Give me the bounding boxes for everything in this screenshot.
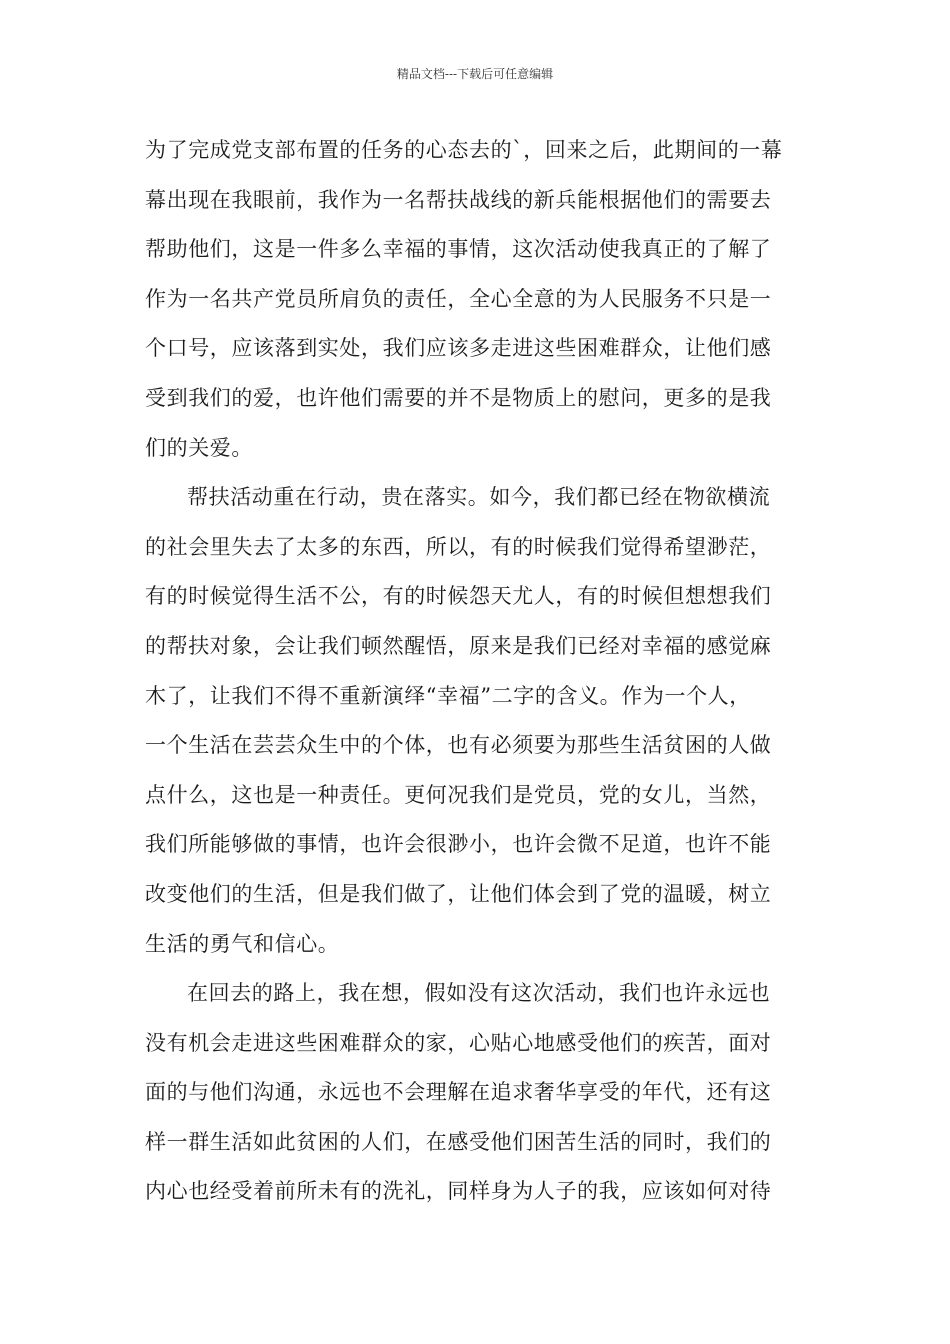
text-line: 帮扶活动重在行动，贵在落实。如今，我们都已经在物欲横流 xyxy=(187,485,771,510)
page-header: 精品文档---下载后可任意编辑 xyxy=(396,67,554,81)
text-line: 作为一名共产党员所肩负的责任，全心全意的为人民服务不只是一 xyxy=(145,286,772,311)
text-line: 的社会里失去了太多的东西，所以，有的时候我们觉得希望渺茫， xyxy=(145,534,772,559)
text-line: 有的时候觉得生活不公，有的时候怨天尤人，有的时候但想想我们 xyxy=(145,584,772,609)
paragraph-1 xyxy=(145,126,815,473)
text-line: 面的与他们沟通，永远也不会理解在追求奢华享受的年代，还有这 xyxy=(145,1080,772,1105)
text-line: 木了，让我们不得不重新演绎“幸福”二字的含义。作为一个人， xyxy=(145,683,751,708)
text-line: 帮助他们，这是一件多么幸福的事情，这次活动使我真正的了解了 xyxy=(145,237,772,262)
text-line: 样一群生活如此贫困的人们，在感受他们困苦生活的同时，我们的 xyxy=(145,1129,772,1154)
text-line: 们的关爱。 xyxy=(145,435,253,460)
text-line: 我们所能够做的事情，也许会很渺小，也许会微不足道，也许不能 xyxy=(145,832,772,857)
text-line: 没有机会走进这些困难群众的家，心贴心地感受他们的疾苦，面对 xyxy=(145,1030,772,1055)
document-body xyxy=(145,126,815,1217)
text-line: 的帮扶对象，会让我们顿然醒悟，原来是我们已经对幸福的感觉麻 xyxy=(145,633,772,658)
paragraph-2 xyxy=(145,473,815,969)
text-line: 个口号，应该落到实处，我们应该多走进这些困难群众，让他们感 xyxy=(145,336,772,361)
text-line: 一个生活在芸芸众生中的个体，也有必须要为那些生活贫困的人做 xyxy=(145,733,772,758)
text-line: 改变他们的生活，但是我们做了，让他们体会到了党的温暖，树立 xyxy=(145,881,772,906)
paragraph-3 xyxy=(145,969,815,1217)
text-line: 生活的勇气和信心。 xyxy=(145,931,340,956)
text-line: 为了完成党支部布置的任务的心态去的`，回来之后，此期间的一幕 xyxy=(145,138,783,162)
text-line: 幕出现在我眼前，我作为一名帮扶战线的新兵能根据他们的需要去 xyxy=(145,187,772,212)
text-line: 点什么，这也是一种责任。更何况我们是党员，党的女儿，当然， xyxy=(145,782,772,807)
text-line: 在回去的路上，我在想，假如没有这次活动，我们也许永远也 xyxy=(187,981,771,1006)
text-line: 内心也经受着前所未有的洗礼，同样身为人子的我，应该如何对待 xyxy=(145,1179,772,1204)
text-line: 受到我们的爱，也许他们需要的并不是物质上的慰问，更多的是我 xyxy=(145,385,772,410)
